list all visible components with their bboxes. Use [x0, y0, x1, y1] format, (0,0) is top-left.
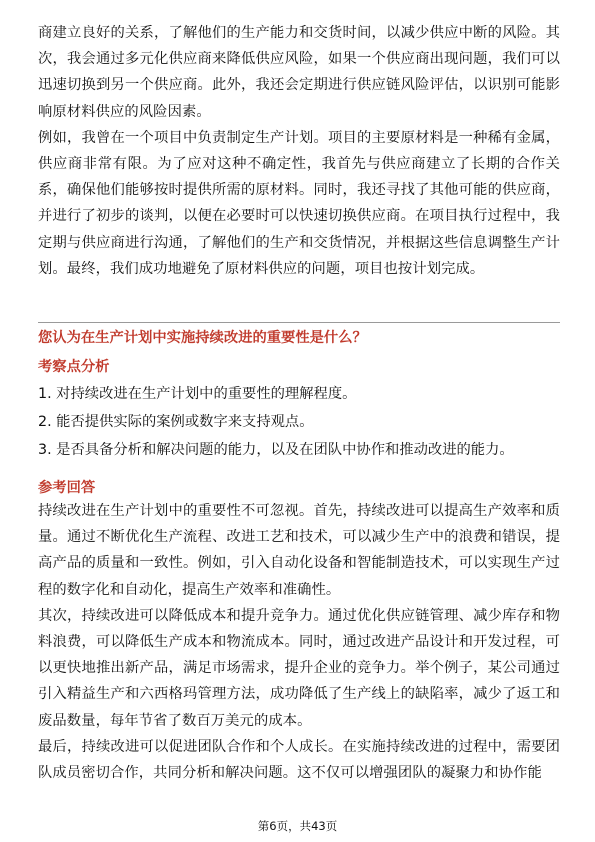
intro-paragraph: 商建立良好的关系，了解他们的生产能力和交货时间，以减少供应中断的风险。其次，我会通过多元化供应商来降低供应风险，如果一个供应商出现问题，我们可以迅速切换到另一个供应商。此外，我还会定期进行供应链风险评估，以识别可能影响原材料供应的风险因素。 — [38, 25, 560, 120]
question-heading: 您认为在生产计划中实施持续改进的重要性是什么？ — [38, 330, 367, 346]
list-item: 2. 能否提供实际的案例或数字来支持观点。 — [38, 414, 314, 430]
intro-section — [38, 20, 560, 282]
answer-section — [38, 498, 560, 786]
analysis-list — [38, 380, 560, 464]
list-item: 1. 对持续改进在生产计划中的重要性的理解程度。 — [38, 386, 357, 402]
answer-paragraph: 其次，持续改进可以降低成本和提升竞争力。通过优化供应链管理、减少库存和物料浪费，可以降低生产成本和物流成本。同时，通过改进产品设计和开发过程，可以更快地推出新产品，满足市场需求，提升企业的竞争力。举个例子，某公司通过引入精益生产和六西格玛管理方法，成功降低了生产线上的缺陷率，减少了返工和废品数量，每年节省了数百万美元的成本。 — [38, 607, 560, 729]
intro-paragraph: 例如，我曾在一个项目中负责制定生产计划。项目的主要原材料是一种稀有金属，供应商非常有限。为了应对这种不确定性，我首先与供应商建立了长期的合作关系，确保他们能够按时提供所需的原材料。同时，我还寻找了其他可能的供应商，并进行了初步的谈判，以便在必要时可以快速切换供应商。在项目执行过程中，我定期与供应商进行沟通，了解他们的生产和交货情况，并根据这些信息调整生产计划。最终，我们成功地避免了原材料供应的问题，项目也按计划完成。 — [38, 129, 560, 277]
answer-heading: 参考回答 — [38, 480, 96, 496]
answer-paragraph: 持续改进在生产计划中的重要性不可忽视。首先，持续改进可以提高生产效率和质量。通过不断优化生产流程、改进工艺和技术，可以减少生产中的浪费和错误，提高产品的质量和一致性。例如，引入自动化设备和智能制造技术，可以实现生产过程的数字化和自动化，提高生产效率和准确性。 — [38, 503, 560, 598]
answer-paragraph: 最后，持续改进可以促进团队合作和个人成长。在实施持续改进的过程中，需要团队成员密切合作，共同分析和解决问题。这不仅可以增强团队的凝聚力和协作能 — [38, 738, 560, 782]
section-divider — [38, 322, 560, 323]
analysis-heading: 考察点分析 — [38, 359, 110, 375]
page-footer: 第6页，共43页 — [257, 819, 338, 833]
list-item: 3. 是否具备分析和解决问题的能力，以及在团队中协作和推动改进的能力。 — [38, 442, 514, 458]
